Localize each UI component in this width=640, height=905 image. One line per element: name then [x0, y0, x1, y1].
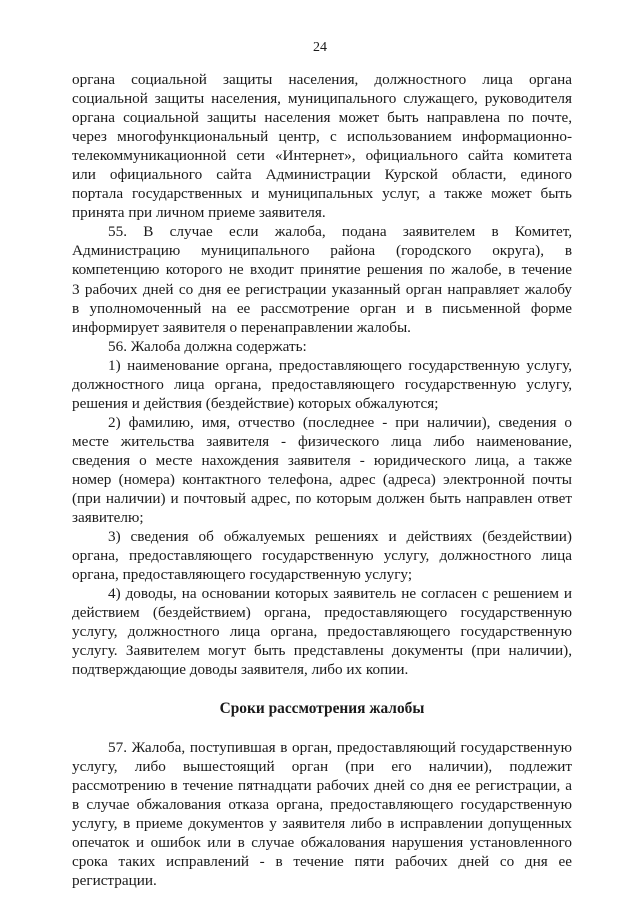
- paragraph-55: [72, 222, 572, 336]
- text-line: срока таких исправлений - в течение пяти рабочих дней со дня ее: [72, 852, 572, 870]
- page-number: 24: [313, 40, 327, 55]
- list-item-1: [72, 356, 572, 413]
- text-line: услугу. Заявителем могут быть представлены документы (при наличии),: [72, 642, 572, 660]
- text-line: 3 рабочих дней со дня ее регистрации указанный орган направляет жалобу: [72, 280, 572, 298]
- text-line: 3) сведения об обжалуемых решениях и действиях (бездействии): [108, 528, 572, 546]
- text-line: компетенцию которого не входит принятие решения по жалобе, в течение: [72, 261, 572, 279]
- text-line: услугу, должностного лица органа, предоставляющего государственную: [72, 623, 572, 641]
- list-item-2: [72, 413, 572, 527]
- text-line: номер (номера) контактного телефона, адрес (адреса) электронной почты: [72, 470, 572, 488]
- section-heading: Сроки рассмотрения жалобы: [219, 700, 425, 717]
- text-line: услугу, либо вышестоящий орган (при его наличии), подлежит: [72, 757, 572, 775]
- text-line: 57. Жалоба, поступившая в орган, предоставляющий государственную: [108, 738, 572, 756]
- document-body: [72, 70, 572, 890]
- text-line: решения и действия (бездействие) которых обжалуются;: [72, 394, 439, 412]
- text-line: услугу, в приеме документов у заявителя либо в исправлении допущенных: [72, 814, 572, 832]
- text-line: (при наличии) и почтовый адрес, по которым должен быть направлен ответ: [72, 490, 572, 508]
- text-line: действием (бездействием) органа, предоставляющего государственную: [72, 604, 572, 622]
- list-item-3: [72, 527, 572, 584]
- text-line: регистрации.: [72, 871, 157, 889]
- text-line: или официального сайта Администрации Курской области, единого: [72, 166, 572, 184]
- text-line: месте жительства заявителя - физического лица либо наименование,: [72, 432, 572, 450]
- text-line: Администрацию муниципального района (городского округа), в: [72, 242, 572, 260]
- paragraph-continuation: [72, 70, 572, 222]
- text-line: через многофункциональный центр, с использованием информационно-: [72, 128, 572, 146]
- text-line: в случае обжалования отказа органа, предоставляющего государственную: [72, 795, 572, 813]
- text-line: органа социальной защиты населения может быть направлена по почте,: [72, 109, 572, 127]
- text-line: сведения о месте нахождения заявителя - юридического лица, а также: [72, 451, 572, 469]
- text-line: принята при личном приеме заявителя.: [72, 204, 326, 222]
- text-line: рассмотрению в течение пятнадцати рабочих дней со дня ее регистрации, а: [72, 776, 572, 794]
- text-line: телекоммуникационной сети «Интернет», официального сайта комитета: [72, 147, 572, 165]
- paragraph-56: [72, 337, 572, 356]
- text-line: социальной защиты населения, муниципального служащего, руководителя: [72, 90, 572, 108]
- text-line: органа, предоставляющего государственную услугу;: [72, 566, 413, 584]
- text-line: 1) наименование органа, предоставляющего государственную услугу,: [108, 356, 572, 374]
- text-line: опечаток и ошибок или в случае обжалования нарушения установленного: [72, 833, 572, 851]
- text-line: органа социальной защиты населения, должностного лица органа: [72, 71, 572, 88]
- paragraph-57: [72, 738, 572, 890]
- text-line: 4) доводы, на основании которых заявитель не согласен с решением и: [108, 585, 572, 603]
- text-line: информирует заявителя о перенаправлении жалобы.: [72, 318, 411, 336]
- text-line: заявителю;: [72, 509, 144, 527]
- text-line: подтверждающие доводы заявителя, либо их копии.: [72, 661, 409, 679]
- text-line: должностного лица органа, предоставляющего государственную услугу,: [72, 375, 572, 393]
- text-line: органа, предоставляющего государственную услугу, должностного лица: [72, 547, 572, 565]
- text-line: 55. В случае если жалоба, подана заявителем в Комитет,: [108, 223, 572, 241]
- text-line: 2) фамилию, имя, отчество (последнее - при наличии), сведения о: [108, 413, 572, 431]
- text-line: 56. Жалоба должна содержать:: [108, 337, 307, 355]
- text-line: портала государственных и муниципальных услуг, а также может быть: [72, 185, 572, 203]
- text-line: в уполномоченный на ее рассмотрение орган и в письменной форме: [72, 299, 572, 317]
- list-item-4: [72, 584, 572, 679]
